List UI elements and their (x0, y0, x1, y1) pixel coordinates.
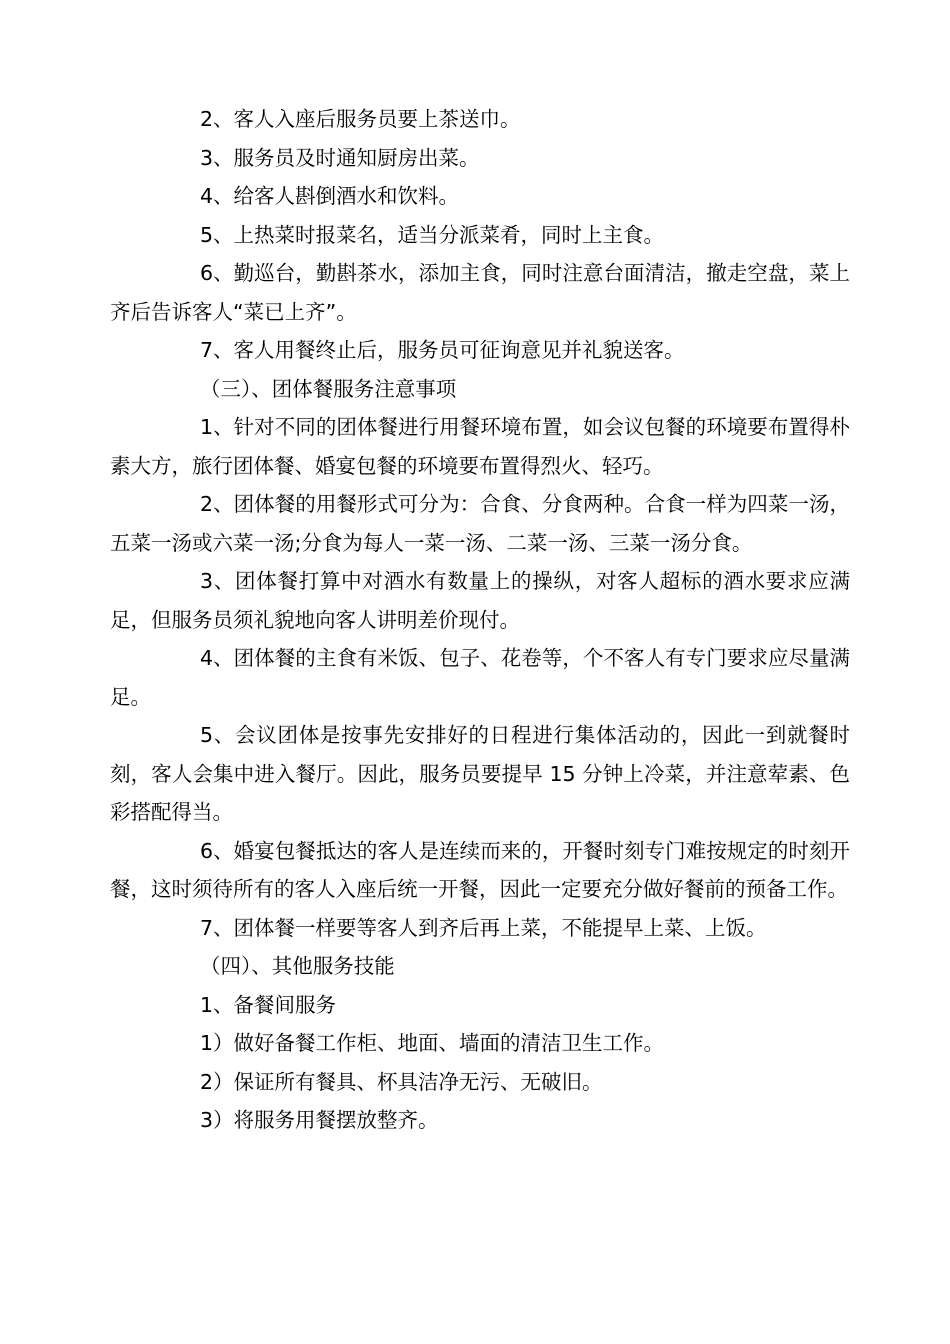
paragraph-12: 6、婚宴包餐抵达的客人是连续而来的，开餐时刻专门难按规定的时刻开餐，这时须待所有的客人入座后统一开餐，因此一定要充分做好餐前的预备工作。 (110, 838, 850, 901)
paragraph-7: 1、针对不同的团体餐进行用餐环境布置，如会议包餐的环境要布置得朴素大方，旅行团体餐、婚宴包餐的环境要布置得烈火、轻巧。 (110, 415, 850, 478)
paragraph-6: 7、客人用餐终止后，服务员可征询意见并礼貌送客。 (200, 338, 685, 362)
paragraph-5: 6、勤巡台，勤斟茶水，添加主食，同时注意台面清洁，撤走空盘，菜上齐后告诉客人“菜已上齐”。 (110, 261, 850, 324)
paragraph-8: 2、团体餐的用餐形式可分为：合食、分食两种。合食一样为四菜一汤，五菜一汤或六菜一汤;分食为每人一菜一汤、二菜一汤、三菜一汤分食。 (110, 492, 850, 555)
paragraph-2: 3、服务员及时通知厨房出菜。 (200, 145, 480, 170)
paragraph-3: 4、给客人斟倒酒水和饮料。 (200, 184, 460, 208)
paragraph-15: 1）做好备餐工作柜、地面、墙面的清洁卫生工作。 (200, 1031, 665, 1055)
paragraph-13: 7、团体餐一样要等客人到齐后再上菜，不能提早上菜、上饭。 (200, 915, 767, 940)
paragraph-16: 2）保证所有餐具、杯具洁净无污、无破旧。 (200, 1069, 603, 1094)
section-heading-4: （四）、其他服务技能 (200, 954, 395, 978)
paragraph-10: 4、团体餐的主食有米饭、包子、花卷等，个不客人有专门要求应尽量满足。 (110, 646, 850, 709)
section-heading-3: （三）、团体餐服务注意事项 (200, 376, 457, 401)
paragraph-9: 3、团体餐打算中对酒水有数量上的操纵，对客人超标的酒水要求应满足，但服务员须礼貌地向客人讲明差价现付。 (110, 569, 850, 632)
document-body (110, 100, 850, 1140)
paragraph-1: 2、客人入座后服务员要上茶送巾。 (200, 107, 521, 131)
paragraph-17: 3）将服务用餐摆放整齐。 (200, 1108, 439, 1132)
paragraph-14: 1、备餐间服务 (200, 992, 337, 1017)
paragraph-4: 5、上热菜时报菜名，适当分派菜肴，同时上主食。 (200, 222, 665, 247)
paragraph-11: 5、会议团体是按事先安排好的日程进行集体活动的，因此一到就餐时刻，客人会集中进入餐厅。因此，服务员要提早 15 分钟上冷菜，并注意荤素、色彩搭配得当。 (110, 723, 850, 824)
